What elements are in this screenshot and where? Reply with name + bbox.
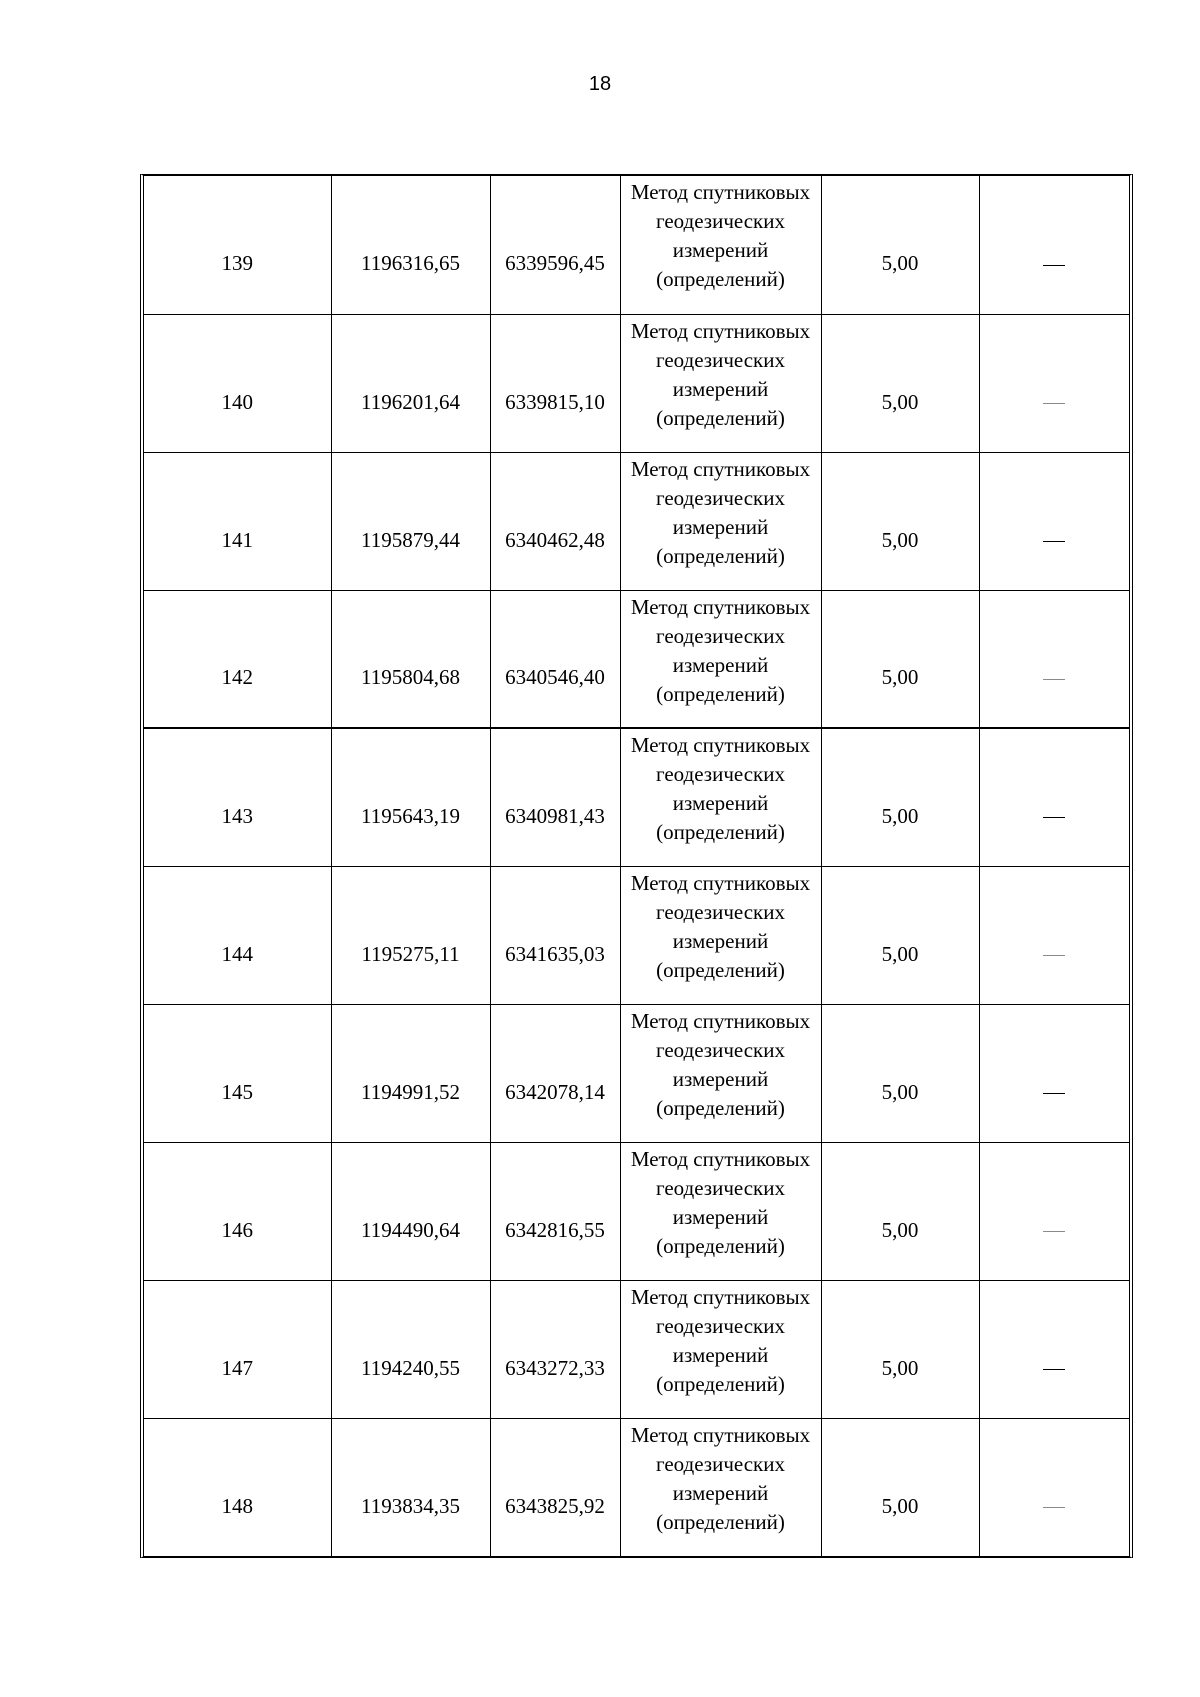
y-coordinate: 6340981,43 <box>505 803 605 828</box>
y-coordinate: 6341635,03 <box>505 941 605 966</box>
accuracy-cell <box>821 1418 979 1556</box>
table-row <box>144 452 1129 590</box>
accuracy-cell <box>821 1004 979 1142</box>
accuracy-value: 5,00 <box>881 389 919 414</box>
description-cell <box>979 728 1129 866</box>
coordinates-table <box>140 174 1133 1558</box>
x-coordinate: 1194240,55 <box>361 1355 460 1380</box>
x-coordinate-cell <box>331 452 490 590</box>
y-coordinate-cell <box>490 1280 620 1418</box>
x-coordinate-cell <box>331 314 490 452</box>
page-number: 18 <box>588 73 612 95</box>
x-coordinate: 1193834,35 <box>361 1493 460 1518</box>
x-coordinate-cell <box>331 866 490 1004</box>
accuracy-value: 5,00 <box>881 665 919 690</box>
point-number: 144 <box>221 941 253 966</box>
point-number-cell <box>144 1280 331 1418</box>
dash-mark <box>1043 541 1065 542</box>
x-coordinate-cell <box>331 1418 490 1556</box>
method-cell: Метод спутниковых геодезических измерений (определений) <box>620 1004 821 1142</box>
method-cell: Метод спутниковых геодезических измерений (определений) <box>620 1280 821 1418</box>
dash-mark <box>1043 265 1065 266</box>
point-number-cell <box>144 866 331 1004</box>
point-number: 143 <box>221 803 253 828</box>
method-cell: Метод спутниковых геодезических измерений (определений) <box>620 590 821 728</box>
y-coordinate-cell <box>490 452 620 590</box>
table-row <box>144 1142 1129 1280</box>
point-number-cell <box>144 1142 331 1280</box>
x-coordinate-cell <box>331 176 490 314</box>
description-cell <box>979 452 1129 590</box>
point-number-cell <box>144 1004 331 1142</box>
method-cell: Метод спутниковых геодезических измерений (определений) <box>620 452 821 590</box>
description-cell <box>979 176 1129 314</box>
description-cell <box>979 314 1129 452</box>
y-coordinate: 6339815,10 <box>505 389 605 414</box>
table-row <box>144 1004 1129 1142</box>
table-row <box>144 590 1129 728</box>
y-coordinate: 6340462,48 <box>505 527 605 552</box>
method-cell: Метод спутниковых геодезических измерений (определений) <box>620 314 821 452</box>
y-coordinate-cell <box>490 728 620 866</box>
point-number: 147 <box>221 1355 253 1380</box>
y-coordinate-cell <box>490 176 620 314</box>
accuracy-value: 5,00 <box>881 1079 919 1104</box>
description-cell <box>979 866 1129 1004</box>
accuracy-cell <box>821 1142 979 1280</box>
y-coordinate-cell <box>490 1418 620 1556</box>
x-coordinate-cell <box>331 1142 490 1280</box>
table-row <box>144 314 1129 452</box>
x-coordinate: 1194490,64 <box>361 1217 460 1242</box>
y-coordinate: 6339596,45 <box>505 251 605 276</box>
point-number: 145 <box>221 1079 253 1104</box>
dash-mark <box>1043 1093 1065 1094</box>
table-row <box>144 728 1129 866</box>
method-cell: Метод спутниковых геодезических измерений (определений) <box>620 176 821 314</box>
x-coordinate: 1195804,68 <box>361 665 460 690</box>
y-coordinate: 6340546,40 <box>505 665 605 690</box>
method-cell: Метод спутниковых геодезических измерений (определений) <box>620 1142 821 1280</box>
y-coordinate: 6343272,33 <box>505 1355 605 1380</box>
description-cell <box>979 1280 1129 1418</box>
dash-mark <box>1043 1507 1065 1508</box>
dash-mark <box>1043 1369 1065 1370</box>
table-row <box>144 1418 1129 1556</box>
x-coordinate: 1194991,52 <box>361 1079 460 1104</box>
point-number-cell <box>144 1418 331 1556</box>
point-number-cell <box>144 314 331 452</box>
point-number: 140 <box>221 389 253 414</box>
y-coordinate: 6343825,92 <box>505 1493 605 1518</box>
y-coordinate-cell <box>490 1004 620 1142</box>
description-cell <box>979 1004 1129 1142</box>
point-number: 146 <box>221 1217 253 1242</box>
dash-mark <box>1043 679 1065 680</box>
point-number-cell <box>144 452 331 590</box>
method-cell: Метод спутниковых геодезических измерений (определений) <box>620 728 821 866</box>
x-coordinate: 1196316,65 <box>361 251 460 276</box>
method-cell: Метод спутниковых геодезических измерений (определений) <box>620 866 821 1004</box>
dash-mark <box>1043 817 1065 818</box>
y-coordinate-cell <box>490 866 620 1004</box>
accuracy-cell <box>821 590 979 728</box>
x-coordinate: 1195879,44 <box>361 527 460 552</box>
accuracy-cell <box>821 314 979 452</box>
description-cell <box>979 590 1129 728</box>
point-number: 148 <box>221 1493 253 1518</box>
x-coordinate-cell <box>331 590 490 728</box>
dash-mark <box>1043 403 1065 404</box>
accuracy-value: 5,00 <box>881 1493 919 1518</box>
accuracy-cell <box>821 1280 979 1418</box>
table-body <box>144 176 1129 1556</box>
point-number: 142 <box>221 665 253 690</box>
accuracy-cell <box>821 452 979 590</box>
accuracy-value: 5,00 <box>881 941 919 966</box>
dash-mark <box>1043 1231 1065 1232</box>
accuracy-value: 5,00 <box>881 803 919 828</box>
accuracy-cell <box>821 866 979 1004</box>
x-coordinate: 1195643,19 <box>361 803 460 828</box>
method-cell: Метод спутниковых геодезических измерений (определений) <box>620 1418 821 1556</box>
y-coordinate-cell <box>490 314 620 452</box>
y-coordinate: 6342078,14 <box>505 1079 605 1104</box>
accuracy-cell <box>821 176 979 314</box>
table-row <box>144 176 1129 314</box>
point-number-cell <box>144 176 331 314</box>
x-coordinate-cell <box>331 1280 490 1418</box>
y-coordinate-cell <box>490 1142 620 1280</box>
dash-mark <box>1043 955 1065 956</box>
point-number: 141 <box>221 527 253 552</box>
point-number-cell <box>144 728 331 866</box>
description-cell <box>979 1418 1129 1556</box>
x-coordinate-cell <box>331 728 490 866</box>
table-row <box>144 866 1129 1004</box>
point-number: 139 <box>221 251 253 276</box>
y-coordinate: 6342816,55 <box>505 1217 605 1242</box>
description-cell <box>979 1142 1129 1280</box>
x-coordinate-cell <box>331 1004 490 1142</box>
point-number-cell <box>144 590 331 728</box>
x-coordinate: 1196201,64 <box>361 389 460 414</box>
accuracy-value: 5,00 <box>881 1355 919 1380</box>
table-row <box>144 1280 1129 1418</box>
y-coordinate-cell <box>490 590 620 728</box>
accuracy-value: 5,00 <box>881 1217 919 1242</box>
accuracy-value: 5,00 <box>881 251 919 276</box>
accuracy-value: 5,00 <box>881 527 919 552</box>
accuracy-cell <box>821 728 979 866</box>
x-coordinate: 1195275,11 <box>361 941 460 966</box>
